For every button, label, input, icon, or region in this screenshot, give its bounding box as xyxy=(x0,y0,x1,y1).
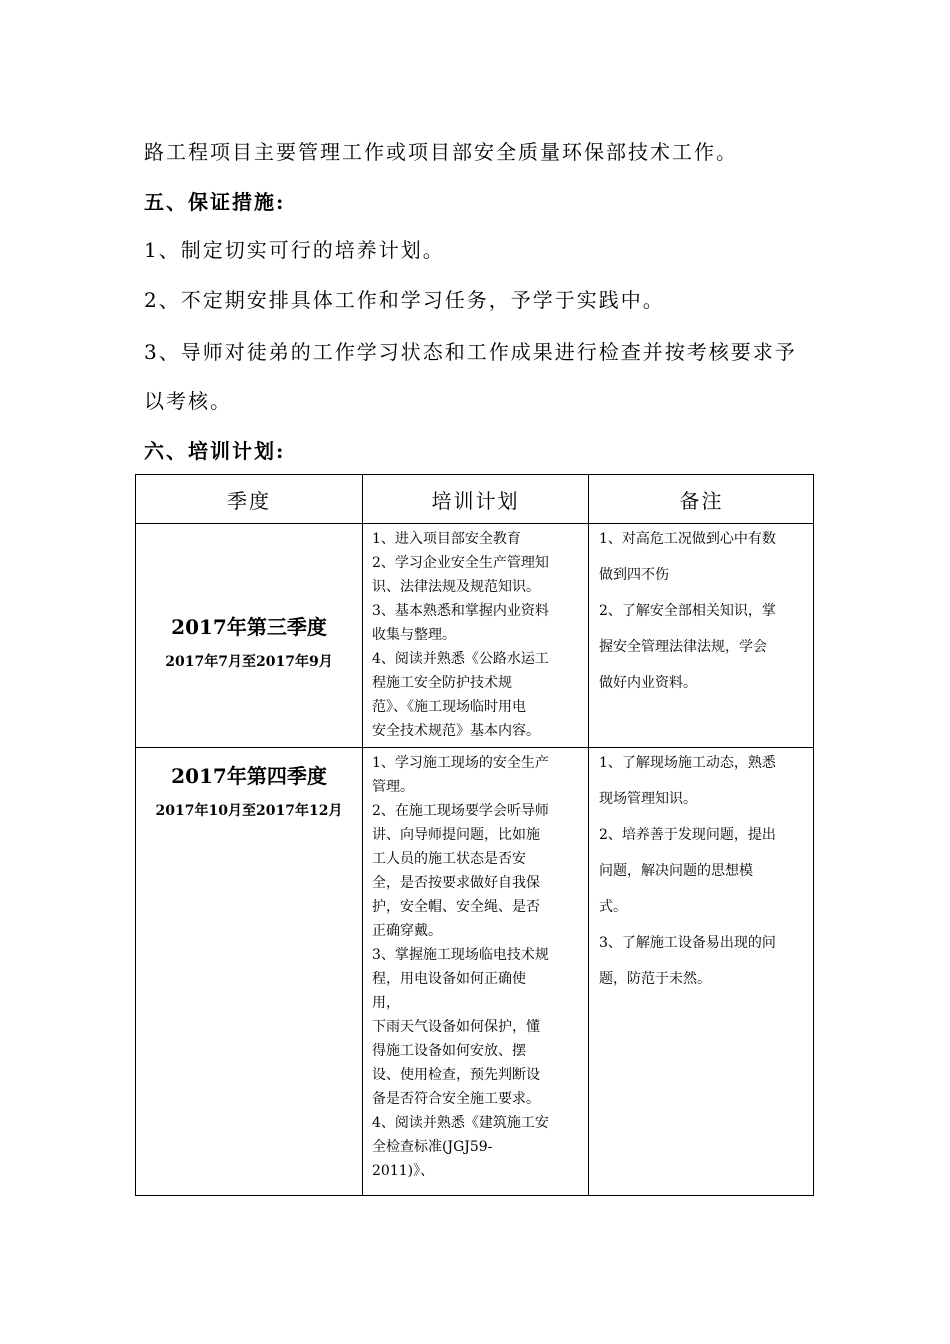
plan-line: 3、基本熟悉和掌握内业资料 xyxy=(372,603,549,619)
section-heading-5: 五、保证措施: xyxy=(144,190,286,214)
column-divider xyxy=(588,475,589,1195)
notes-line: 3、了解施工设备易出现的问 xyxy=(599,935,776,951)
plan-line: 4、阅读并熟悉《建筑施工安 xyxy=(372,1115,549,1131)
notes-line: 握安全管理法律法规，学会 xyxy=(599,639,767,655)
plan-line: 全检查标准(JGJ59- xyxy=(372,1139,493,1155)
plan-line: 识、法律法规及规范知识。 xyxy=(372,579,540,595)
plan-line: 2、在施工现场要学会听导师 xyxy=(372,803,549,819)
header-plan: 培训计划 xyxy=(431,488,520,513)
plan-line: 程，用电设备如何正确使 xyxy=(372,971,526,987)
notes-cell xyxy=(599,521,776,701)
plan-line: 2011)》、 xyxy=(372,1163,435,1179)
plan-line: 下雨天气设备如何保护，懂 xyxy=(372,1019,540,1035)
notes-line: 问题，解决问题的思想模 xyxy=(599,863,753,879)
plan-line: 安全技术规范》基本内容。 xyxy=(372,723,540,739)
quarter-title: 2017年第四季度 xyxy=(171,764,327,788)
plan-line: 4、阅读并熟悉《公路水运工 xyxy=(372,651,549,667)
notes-line: 2、了解安全部相关知识，掌 xyxy=(599,603,776,619)
quarter-title: 2017年第三季度 xyxy=(171,615,327,639)
notes-line: 现场管理知识。 xyxy=(599,791,697,807)
plan-line: 管理。 xyxy=(372,779,414,795)
measure-item-1: 1、制定切实可行的培养计划。 xyxy=(144,238,445,262)
notes-line: 2、培养善于发现问题，提出 xyxy=(599,827,776,843)
plan-line: 护，安全帽、安全绳、是否 xyxy=(372,899,540,915)
header-notes: 备注 xyxy=(679,488,724,513)
quarter-date-range: 2017年10月至2017年12月 xyxy=(155,803,343,819)
measure-item-3: 3、导师对徒弟的工作学习状态和工作成果进行检查并按考核要求予 xyxy=(144,340,797,364)
plan-line: 收集与整理。 xyxy=(372,627,456,643)
plan-line: 讲、向导师提问题，比如施 xyxy=(372,827,540,843)
quarter-date-range: 2017年7月至2017年9月 xyxy=(165,654,333,670)
notes-line: 式。 xyxy=(599,899,627,915)
plan-line: 2、学习企业安全生产管理知 xyxy=(372,555,549,571)
notes-line: 1、对高危工况做到心中有数 xyxy=(599,531,776,547)
measure-item-3-continued: 以考核。 xyxy=(144,389,232,413)
training-plan-table xyxy=(135,474,814,1196)
notes-line: 1、了解现场施工动态，熟悉 xyxy=(599,755,776,771)
paragraph-continuation: 路工程项目主要管理工作或项目部安全质量环保部技术工作。 xyxy=(144,140,738,164)
plan-line: 得施工设备如何安放、摆 xyxy=(372,1043,526,1059)
plan-line: 全，是否按要求做好自我保 xyxy=(372,875,540,891)
notes-line: 做到四不伤 xyxy=(599,567,669,583)
plan-line: 1、进入项目部安全教育 xyxy=(372,531,521,547)
plan-line: 正确穿戴。 xyxy=(372,923,442,939)
plan-cell xyxy=(372,751,549,1183)
plan-line: 范》、《施工现场临时用电 xyxy=(372,699,526,715)
plan-line: 备是否符合安全施工要求。 xyxy=(372,1091,540,1107)
plan-cell xyxy=(372,527,549,743)
plan-line: 1、学习施工现场的安全生产 xyxy=(372,755,549,771)
header-quarter: 季度 xyxy=(227,488,271,513)
notes-cell xyxy=(599,745,776,997)
column-divider xyxy=(362,475,363,1195)
section-heading-6: 六、培训计划: xyxy=(144,439,286,463)
plan-line: 工人员的施工状态是否安 xyxy=(372,851,526,867)
notes-line: 做好内业资料。 xyxy=(599,675,697,691)
plan-line: 程施工安全防护技术规 xyxy=(372,675,512,691)
plan-line: 设、使用检查，预先判断设 xyxy=(372,1067,540,1083)
plan-line: 3、掌握施工现场临电技术规 xyxy=(372,947,549,963)
notes-line: 题，防范于未然。 xyxy=(599,971,711,987)
plan-line: 用， xyxy=(372,995,400,1011)
measure-item-2: 2、不定期安排具体工作和学习任务，予学于实践中。 xyxy=(144,288,665,312)
